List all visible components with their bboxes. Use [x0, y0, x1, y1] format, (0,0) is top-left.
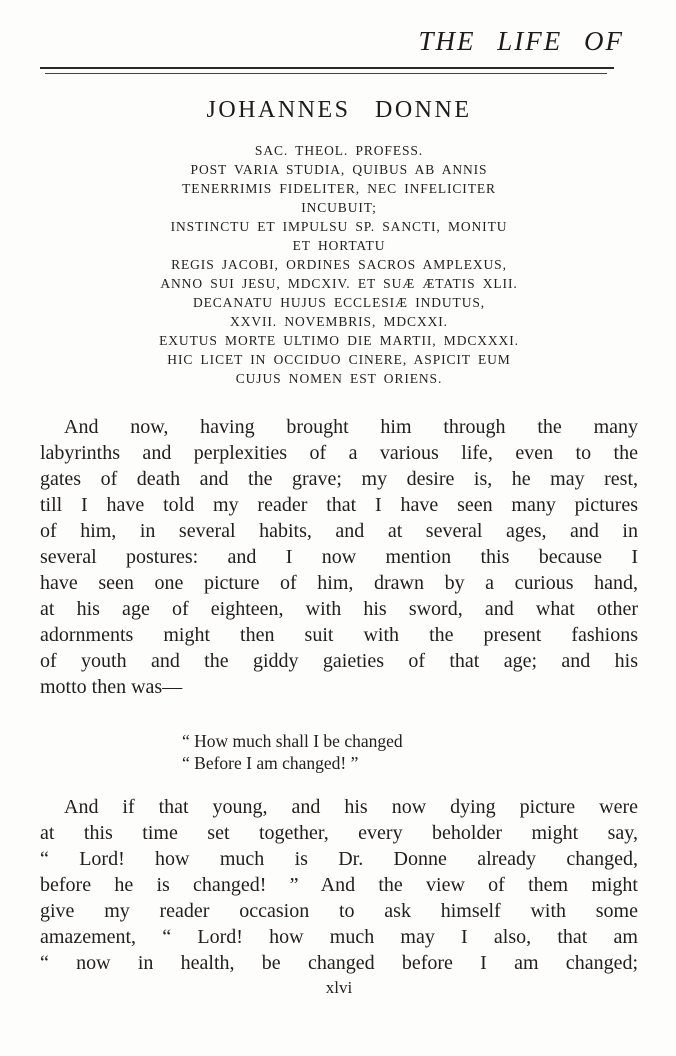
epitaph-line: ANNO SUI JESU, MDCXIV. ET SUÆ ÆTATIS XLII. [160, 276, 518, 291]
epitaph-line: INSTINCTU ET IMPULSU SP. SANCTI, MONITU [170, 219, 508, 234]
body-line: motto then was— [40, 676, 183, 698]
body-line: “ Lord! how much is Dr. Donne already changed, [40, 848, 638, 870]
motto-quote [182, 730, 638, 774]
page-title: JOHANNES DONNE [206, 97, 472, 123]
body-line: labyrinths and perplexities of a various life, even to the [40, 442, 638, 464]
body-line: before he is changed! ” And the view of them might [40, 874, 638, 896]
body-line: of youth and the giddy gaieties of that age; and his [40, 650, 638, 672]
body-line: at this time set together, every beholder might say, [40, 822, 638, 844]
body-line: of him, in several habits, and at several ages, and in [40, 520, 638, 542]
quote-line: “ How much shall I be changed [182, 731, 403, 751]
header-rule [40, 67, 638, 74]
body-line: amazement, “ Lord! how much may I also, that am [40, 926, 638, 948]
epitaph-line: ET HORTATU [292, 238, 386, 253]
epitaph-line: INCUBUIT; [301, 200, 377, 215]
epitaph-line: TENERRIMIS FIDELITER, NEC INFELICITER [182, 181, 496, 196]
epitaph-line: SAC. THEOL. PROFESS. [254, 143, 424, 158]
epitaph-line: HIC LICET IN OCCIDUO CINERE, ASPICIT EUM [167, 352, 511, 367]
epitaph-line: XXVII. NOVEMBRIS, MDCXXI. [230, 314, 448, 329]
body-line: adornments might then suit with the present fashions [40, 624, 638, 646]
paragraph-2 [40, 794, 638, 976]
epitaph-line: REGIS JACOBI, ORDINES SACROS AMPLEXUS, [171, 257, 507, 272]
body-line: And now, having brought him through the many [64, 416, 638, 438]
body-line: give my reader occasion to ask himself with some [40, 900, 638, 922]
body-line: And if that young, and his now dying picture were [64, 796, 638, 818]
epitaph-line: POST VARIA STUDIA, QUIBUS AB ANNIS [190, 162, 488, 177]
epitaph-block [40, 141, 638, 388]
body-line: “ now in health, be changed before I am changed; [40, 952, 638, 974]
body-line: till I have told my reader that I have seen many pictures [40, 494, 638, 516]
epitaph-line: EXUTUS MORTE ULTIMO DIE MARTII, MDCXXXI. [159, 333, 519, 348]
page-number: xlvi [325, 978, 353, 997]
running-title: THE LIFE OF [418, 26, 624, 56]
rule-top-line [40, 67, 614, 69]
body-line: at his age of eighteen, with his sword, and what other [40, 598, 638, 620]
rule-bottom-line [45, 73, 607, 74]
epitaph-line: CUJUS NOMEN EST ORIENS. [235, 371, 443, 386]
body-line: gates of death and the grave; my desire is, he may rest, [40, 468, 638, 490]
paragraph-1 [40, 414, 638, 700]
body-line: have seen one picture of him, drawn by a curious hand, [40, 572, 638, 594]
body-line: several postures: and I now mention this because I [40, 546, 638, 568]
quote-line: “ Before I am changed! ” [182, 753, 359, 773]
epitaph-line: DECANATU HUJUS ECCLESIÆ INDUTUS, [192, 295, 486, 310]
